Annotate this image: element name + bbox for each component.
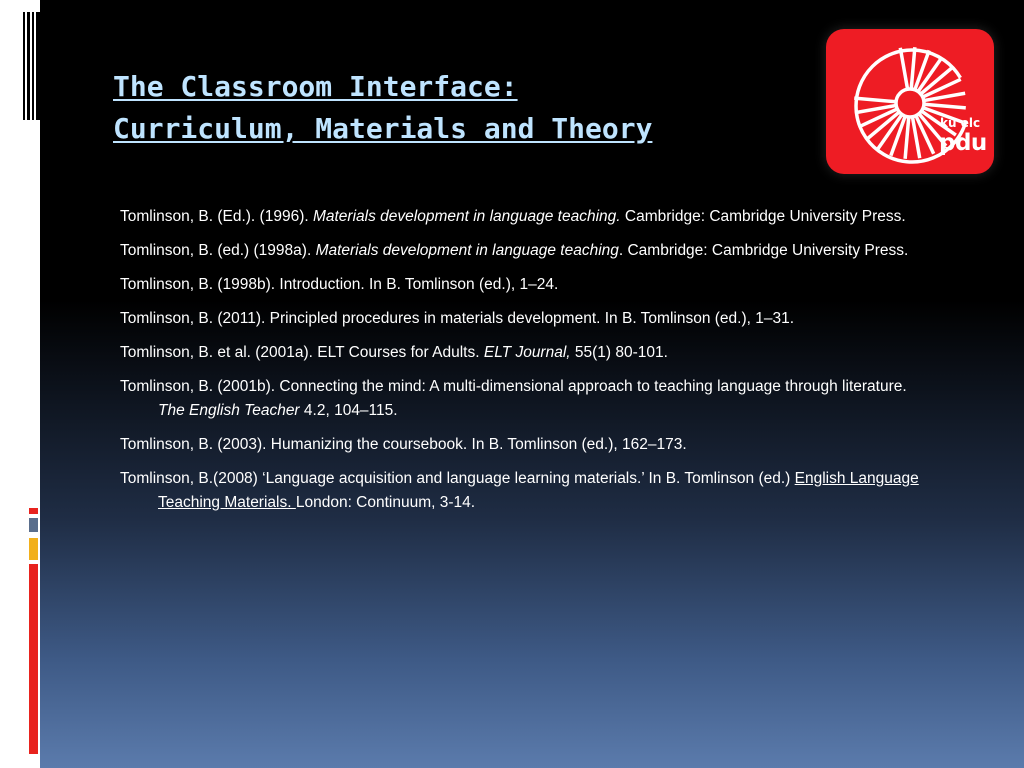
reference-text: Cambridge: Cambridge University Press.	[620, 208, 906, 225]
reference-text: 55(1) 80-101.	[570, 344, 668, 361]
reference-title: ELT Journal,	[483, 344, 571, 361]
reference-list	[120, 205, 930, 525]
reference-text: Tomlinson, B.(2008) ‘Language acquisition and language learning materials.’ In B. Tomlinson (ed.)	[120, 470, 795, 487]
logo-text-pdu: pdu	[939, 130, 987, 156]
reference-text: Tomlinson, B. (1998b). Introduction. In B. Tomlinson (ed.), 1–24.	[120, 276, 559, 293]
slide-title[interactable]	[113, 66, 652, 150]
reference-entry	[120, 307, 930, 331]
reference-entry	[120, 205, 930, 229]
reference-title: Materials development in language teaching	[315, 242, 619, 259]
reference-entry	[120, 375, 930, 423]
left-decorative-strip	[0, 0, 40, 768]
reference-text: 4.2, 104–115.	[299, 402, 398, 419]
strip-mark	[29, 518, 38, 532]
reference-text: Tomlinson, B. (2011). Principled procedures in materials development. In B. Tomlinson (ed.), 1–31.	[120, 310, 795, 327]
reference-text: Tomlinson, B. et al. (2001a). ELT Courses for Adults.	[120, 344, 484, 361]
reference-entry	[120, 467, 930, 515]
strip-mark	[29, 508, 38, 514]
reference-text: Tomlinson, B. (2001b). Connecting the mind: A multi-dimensional approach to teaching language through literature.	[120, 378, 907, 395]
reference-entry	[120, 239, 930, 263]
reference-link[interactable]: English Language Teaching Materials.	[158, 470, 919, 511]
slide-title-line-2: Curriculum, Materials and Theory	[113, 112, 653, 145]
reference-text: Tomlinson, B. (Ed.). (1996).	[120, 208, 313, 225]
logo-text-ku-elc: ku elc	[940, 116, 981, 130]
strip-mark	[29, 564, 38, 754]
reference-entry	[120, 341, 930, 365]
reference-text: Tomlinson, B. (2003). Humanizing the coursebook. In B. Tomlinson (ed.), 162–173.	[120, 436, 687, 453]
reference-entry	[120, 273, 930, 297]
reference-text: Tomlinson, B. (ed.) (1998a).	[120, 242, 316, 259]
reference-title: The English Teacher	[158, 402, 300, 419]
reference-entry	[120, 433, 930, 457]
slide-title-line-1: The Classroom Interface:	[113, 70, 518, 103]
reference-title: Materials development in language teaching.	[312, 208, 621, 225]
strip-mark	[29, 538, 38, 560]
reference-text: London: Continuum, 3-14.	[295, 494, 476, 511]
reference-text: . Cambridge: Cambridge University Press.	[618, 242, 909, 259]
